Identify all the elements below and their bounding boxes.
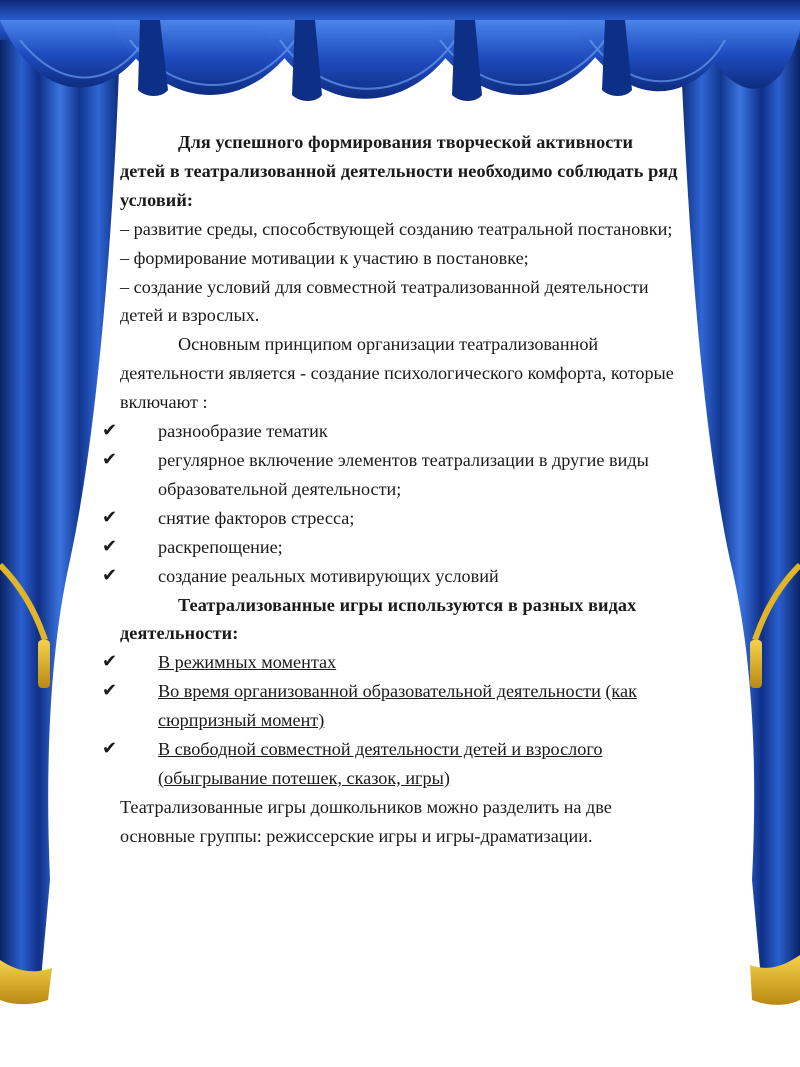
games-heading: Театрализованные игры используются в разных видах деятельности: [120, 594, 637, 644]
condition-item: – создание условий для совместной театрализованной деятельности детей и взрослых. [120, 276, 649, 326]
condition-item: – формирование мотивации к участию в постановке; [120, 247, 529, 268]
comfort-list-item-text: раскрепощение; [158, 536, 283, 557]
usage-list-item-note: (обыгрывание потешек, сказок, игры) [158, 767, 450, 788]
check-mark-icon: ✔ [102, 420, 118, 442]
comfort-list-item [102, 504, 680, 533]
check-mark-icon: ✔ [102, 506, 118, 528]
right-curtain [680, 40, 800, 1000]
conclusion-paragraph: Театрализованные игры дошкольников можно разделить на две основные группы: режиссерские игры и игры-драматизации. [120, 796, 612, 846]
usage-list-item-text: В режимных моментах [158, 652, 337, 673]
check-mark-icon: ✔ [102, 680, 118, 702]
comfort-list-item [102, 562, 680, 591]
info-text-block [102, 128, 680, 851]
comfort-list-item [102, 417, 680, 446]
comfort-list-item-text: регулярное включение элементов театрализации в другие виды образовательной деятельности; [158, 449, 649, 499]
usage-list-item [102, 677, 680, 735]
usage-list-item [102, 648, 680, 677]
comfort-list-item [102, 533, 680, 562]
usage-list-item-text: В свободной совместной деятельности детей и взрослого [158, 739, 603, 760]
usage-list-item-text: Во время организованной образовательной деятельности [158, 681, 601, 702]
comfort-list-item [102, 446, 680, 504]
check-mark-icon: ✔ [102, 738, 118, 760]
comfort-list-item-text: создание реальных мотивирующих условий [158, 565, 499, 586]
left-tassel [38, 640, 50, 688]
check-mark-icon: ✔ [102, 535, 118, 557]
usage-list-item-note: (как сюрпризный момент) [158, 681, 637, 731]
principle-paragraph: Основным принципом организации театрализованной деятельности является - создание психологического комфорта, которые включают : [120, 334, 674, 413]
conditions-heading: Для успешного формирования творческой активности детей в театрализованной деятельности необходимо соблюдать ряд условий: [120, 132, 678, 210]
comfort-list-item-text: разнообразие тематик [158, 421, 328, 442]
check-mark-icon: ✔ [102, 564, 118, 586]
usage-list-item [102, 735, 680, 793]
right-tassel [750, 640, 762, 688]
condition-item: – развитие среды, способствующей созданию театральной постановки; [120, 218, 673, 239]
check-mark-icon: ✔ [102, 651, 118, 673]
check-mark-icon: ✔ [102, 448, 118, 470]
comfort-list-item-text: снятие факторов стресса; [158, 507, 355, 528]
